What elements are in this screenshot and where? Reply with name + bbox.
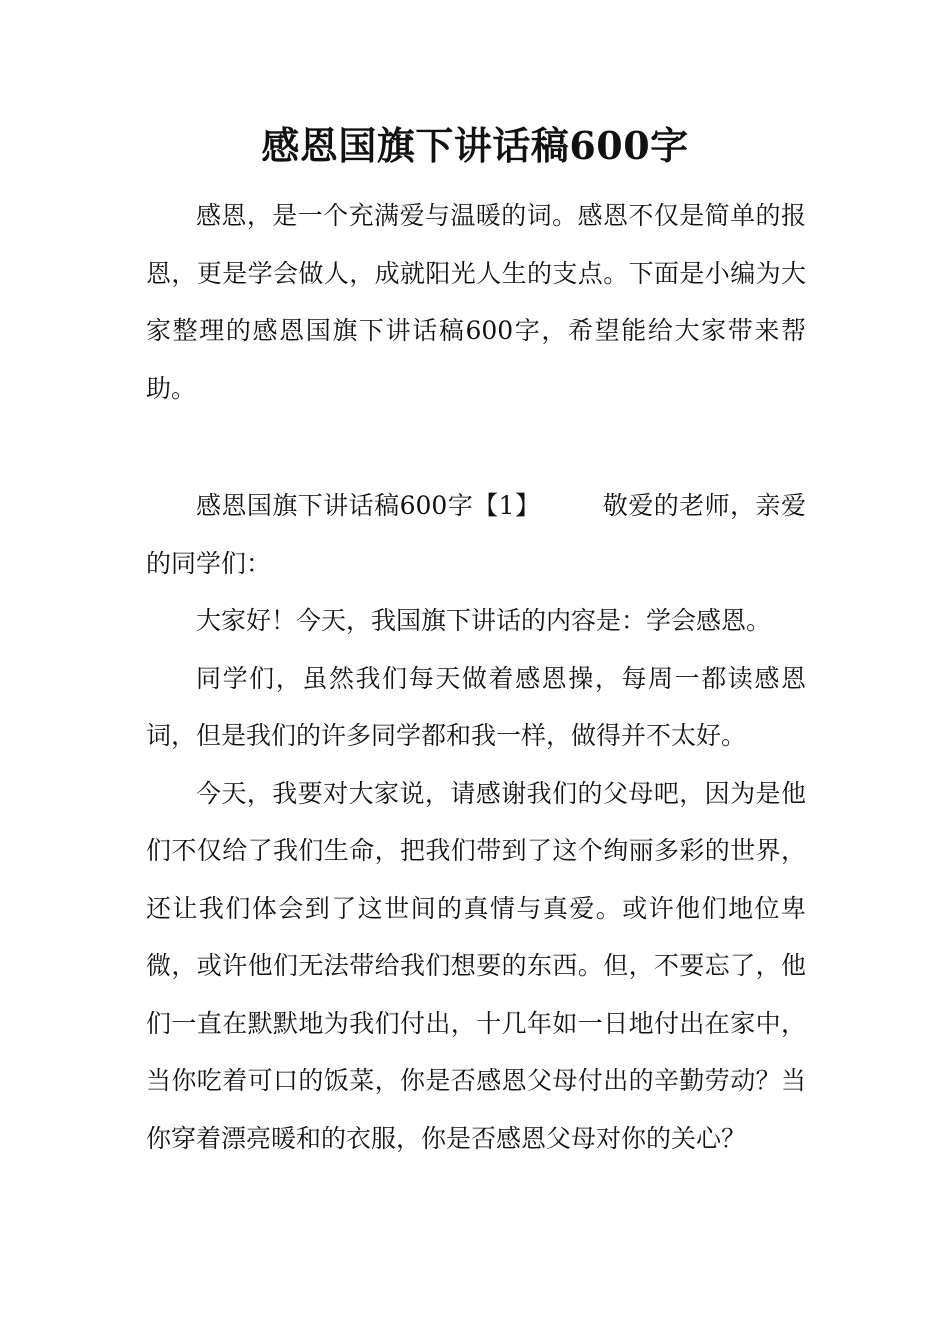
section-heading: 感恩国旗下讲话稿600字【1】: [196, 491, 541, 520]
body-paragraph-3: 今天，我要对大家说，请感谢我们的父母吧，因为是他们不仅给了我们生命，把我们带到了这个绚丽多彩的世界，还让我们体会到了这世间的真情与真爱。或许他们地位卑微，或许他们无法带给我们想要的东西。但，不要忘了，他们一直在默默地为我们付出，十几年如一日地付出在家中，当你吃着可口的饭菜，你是否感恩父母付出的辛勤劳动？当你穿着漂亮暖和的衣服，你是否感恩父母对你的关心？: [146, 778, 806, 1153]
document-body: [146, 187, 806, 1167]
document-title: 感恩国旗下讲话稿600字: [261, 123, 689, 168]
body-paragraph-1: 大家好！今天，我国旗下讲话的内容是：学会感恩。: [196, 606, 772, 635]
body-paragraph-2: 同学们，虽然我们每天做着感恩操，每周一都读感恩词，但是我们的许多同学都和我一样，做得并不太好。: [146, 663, 806, 750]
greeting-text: 敬爱的老师，亲爱的同学们：: [146, 491, 806, 578]
section-paragraph: [146, 477, 806, 592]
section-spacer: [146, 417, 806, 477]
intro-paragraph: 感恩，是一个充满爱与温暖的词。感恩不仅是简单的报恩，更是学会做人，成就阳光人生的支点。下面是小编为大家整理的感恩国旗下讲话稿600字，希望能给大家带来帮助。: [146, 201, 806, 403]
